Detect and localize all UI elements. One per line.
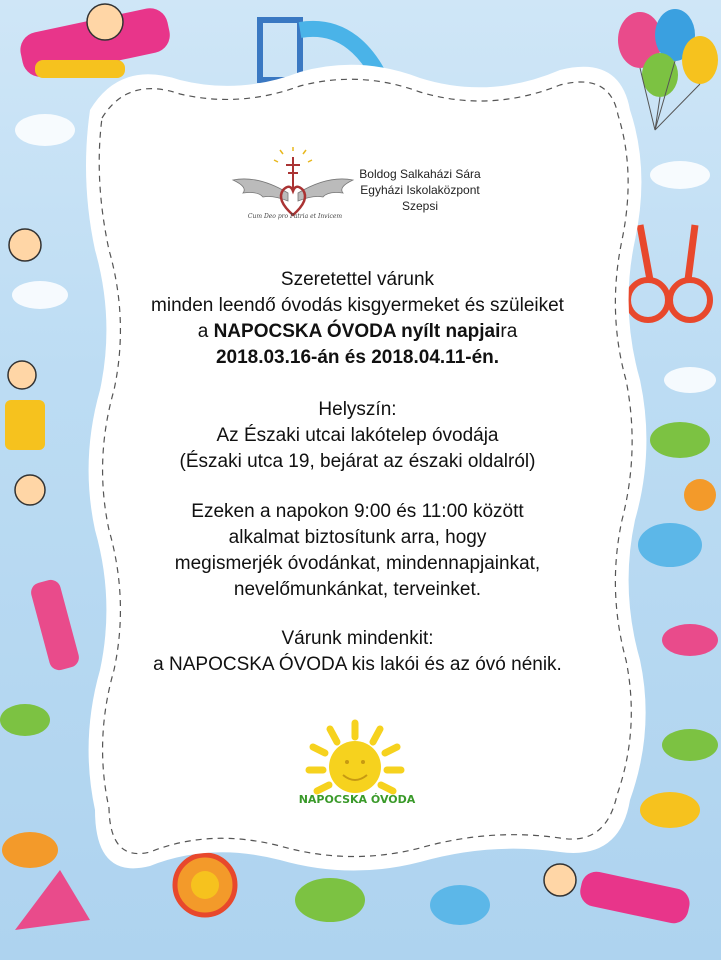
invitation-paragraph xyxy=(80,267,635,371)
closing-line: Várunk mindenkit: xyxy=(281,628,434,649)
details-line: megismerjék óvodánkat, mindennapjainkat, xyxy=(174,553,541,574)
kindergarten-logo-label: NAPOCSKA ÓVODA xyxy=(298,793,416,806)
details-line: Ezeken a napokon 9:00 és 11:00 között xyxy=(191,501,524,522)
organization-line: Egyházi Iskolaközpont xyxy=(360,183,480,197)
closing-paragraph xyxy=(80,626,635,678)
invitation-line: minden leendő óvodás kisgyermeket és szüleiket xyxy=(151,295,564,316)
location-line: (Északi utca 19, bejárat az északi oldalról) xyxy=(179,451,536,472)
scissors-illustration xyxy=(628,225,710,320)
organization-line: Boldog Salkaházi Sára xyxy=(359,167,481,181)
invitation-line: Szeretettel várunk xyxy=(280,269,435,290)
event-dates: 2018.03.16-án és 2018.04.11-én. xyxy=(215,347,500,368)
cross-icon xyxy=(286,157,300,189)
details-line: alkalmat biztosítunk arra, hogy xyxy=(228,527,487,548)
organization-name xyxy=(350,166,490,214)
location-line: Az Északi utcai lakótelep óvodája xyxy=(216,425,499,446)
kid-crayon-illustration xyxy=(17,4,173,80)
event-name: NAPOCSKA ÓVODA nyílt napjai xyxy=(213,321,501,342)
location-heading: Helyszín: xyxy=(318,399,397,420)
organization-line: Szepsi xyxy=(401,199,439,213)
left-kids-illustration xyxy=(0,229,81,868)
invitation-line: a NAPOCSKA ÓVODA nyílt napjaira xyxy=(197,321,518,342)
invitation-content xyxy=(80,90,635,860)
right-flowers-illustration xyxy=(638,422,718,828)
school-motto: Cum Deo pro Patria et Invicem xyxy=(247,213,343,220)
location-paragraph xyxy=(80,397,635,475)
closing-line: a NAPOCSKA ÓVODA kis lakói és az óvó nénik. xyxy=(153,654,562,675)
details-paragraph xyxy=(80,499,635,603)
details-line: nevelőmunkánkat, terveinket. xyxy=(233,579,482,600)
